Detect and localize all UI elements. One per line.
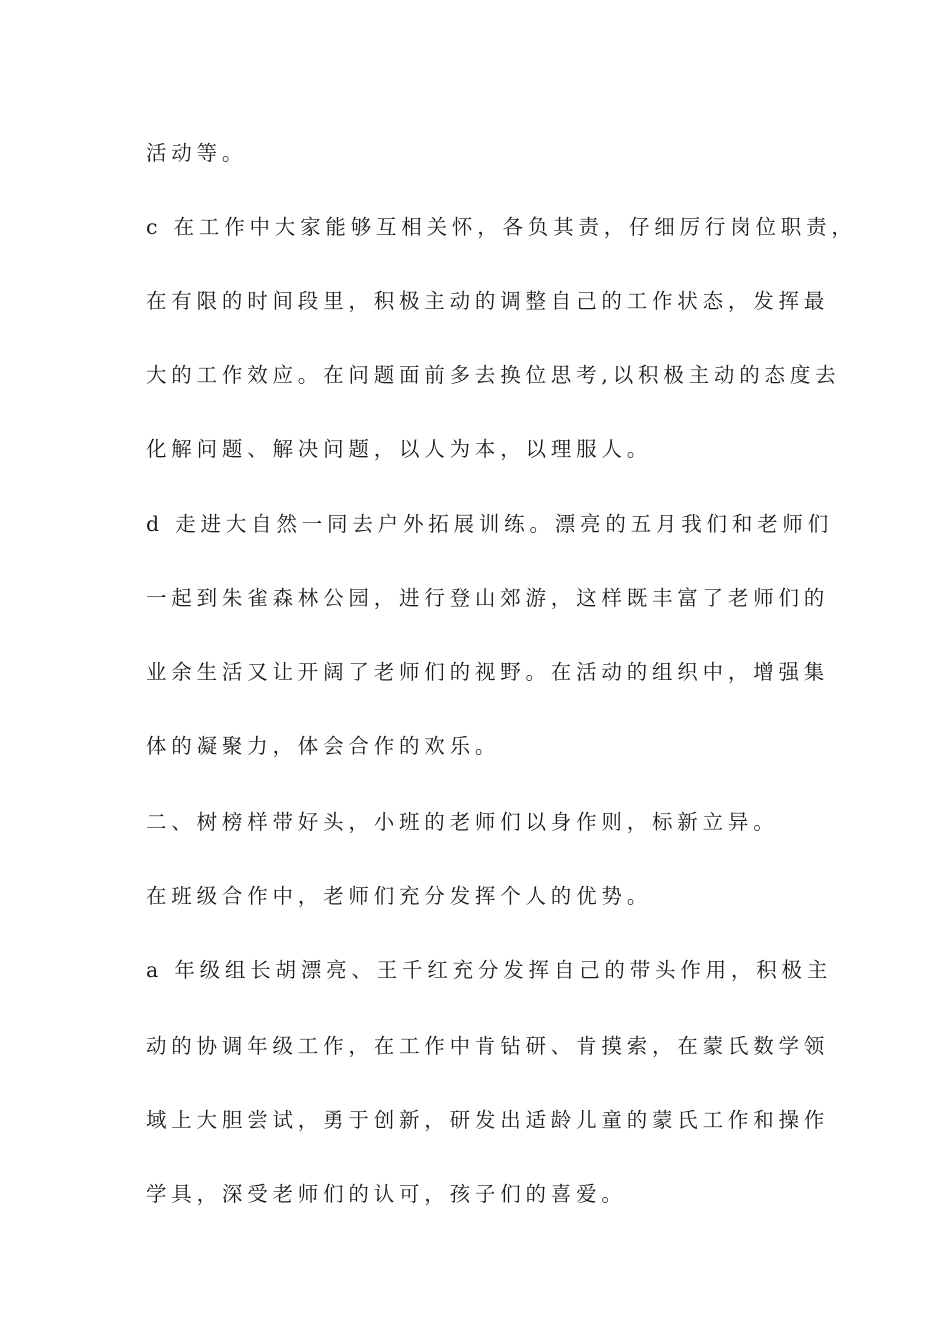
text-line: c 在工作中大家能够互相关怀，各负其责，仔细厉行岗位职责， <box>146 215 857 239</box>
text-line: a 年级组长胡漂亮、王千红充分发挥自己的带头作用，积极主 <box>146 958 833 982</box>
text-line: 一起到朱雀森林公园，进行登山郊游，这样既丰富了老师们的 <box>146 586 830 610</box>
text-line: 大的工作效应。在问题面前多去换位思考,以积极主动的态度去 <box>146 363 841 387</box>
text-line: 在班级合作中，老师们充分发挥个人的优势。 <box>146 884 652 908</box>
text-line: d 走进大自然一同去户外拓展训练。漂亮的五月我们和老师们 <box>146 512 834 536</box>
text-line: 动的协调年级工作，在工作中肯钻研、肯摸索，在蒙氏数学领 <box>146 1034 830 1058</box>
text-line: 在有限的时间段里，积极主动的调整自己的工作状态，发挥最 <box>146 289 830 313</box>
text-line: 活动等。 <box>146 141 248 165</box>
text-line: 化解问题、解决问题，以人为本，以理服人。 <box>146 437 652 461</box>
text-line: 域上大胆尝试，勇于创新，研发出适龄儿童的蒙氏工作和操作 <box>146 1108 830 1132</box>
section-heading: 二、树榜样带好头，小班的老师们以身作则，标新立异。 <box>146 810 779 834</box>
text-line: 业余生活又让开阔了老师们的视野。在活动的组织中，增强集 <box>146 660 830 684</box>
text-line: 学具，深受老师们的认可，孩子们的喜爱。 <box>146 1182 627 1206</box>
text-line: 体的凝聚力，体会合作的欢乐。 <box>146 734 501 758</box>
